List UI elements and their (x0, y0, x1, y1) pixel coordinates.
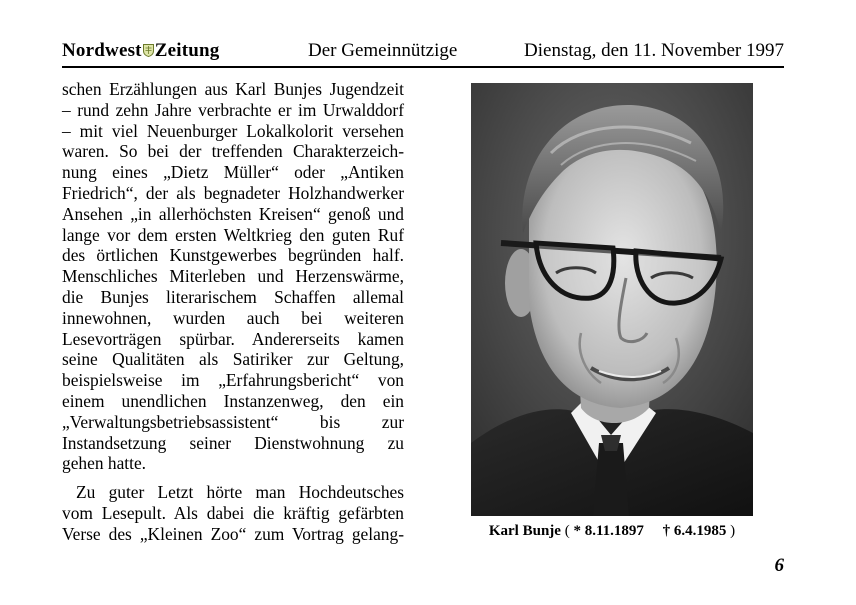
text-line: Instandsetzung seiner Dienstwohnung zu (62, 432, 404, 453)
photo-caption (471, 523, 753, 540)
text-line: Menschliches Miterleben und Herzenswärme, (62, 266, 404, 287)
text-line: innewohnen, wurden auch bei weiteren (62, 307, 404, 328)
portrait-image (471, 83, 753, 516)
text-line: Friedrich“, der als begnadeter Holzhandwerker (62, 182, 404, 203)
section-title: Der Gemeinnützige (308, 40, 458, 61)
text-line: Verse des „Kleinen Zoo“ zum Vortrag gelang- (62, 523, 404, 544)
masthead (62, 40, 219, 62)
text-line: des örtlichen Kunstgewerbes begründen half. (62, 245, 404, 266)
article-paragraph-2 (62, 482, 404, 544)
text-line: lange vor dem ersten Weltkrieg den guten Ruf (62, 224, 404, 245)
article-paragraph-1 (62, 79, 404, 474)
text-line: beispielsweise im „Erfahrungsbericht“ von (62, 370, 404, 391)
crest-icon (143, 44, 154, 57)
text-line: nung eines „Dietz Müller“ oder „Antiken (62, 162, 404, 183)
text-line: Ansehen „in allerhöchsten Kreisen“ genoß und (62, 203, 404, 224)
text-line: waren. So bei der treffenden Charakterzeich- (62, 141, 404, 162)
text-line: Zu guter Letzt hörte man Hochdeutsches (76, 482, 404, 503)
text-line: Lesevorträgen spürbar. Andererseits kamen (62, 328, 404, 349)
text-line: „Verwaltungsbetriebsassistent“ bis zur (62, 411, 404, 432)
text-line: – rund zehn Jahre verbrachte er im Urwalddorf (62, 99, 404, 120)
newspaper-header (62, 40, 784, 68)
masthead-right: Zeitung (154, 40, 220, 61)
text-line: – mit viel Neuenburger Lokalkolorit versehen (62, 120, 404, 141)
caption-death: † 6.4.1985 (662, 523, 727, 539)
caption-open: ( (564, 523, 570, 539)
issue-date: Dienstag, den 11. November 1997 (524, 40, 784, 61)
page-number: 6 (774, 555, 784, 576)
text-line: seine Qualitäten als Satiriker zur Geltung, (62, 349, 404, 370)
text-line: vom Lesepult. Als dabei die kräftig gefärbten (62, 502, 404, 523)
text-line: die Bunjes literarischem Schaffen allemal (62, 286, 404, 307)
text-line: einem unendlichen Instanzenweg, den ein (62, 390, 404, 411)
caption-birth: * 8.11.1897 (573, 523, 644, 539)
text-line: gehen hatte. (62, 453, 147, 474)
text-line: schen Erzählungen aus Karl Bunjes Jugendzeit (62, 79, 404, 99)
masthead-left: Nordwest (62, 40, 142, 61)
portrait-photo (471, 83, 753, 516)
caption-close: ) (730, 523, 736, 539)
caption-name: Karl Bunje (488, 523, 561, 539)
article-body (62, 79, 404, 545)
